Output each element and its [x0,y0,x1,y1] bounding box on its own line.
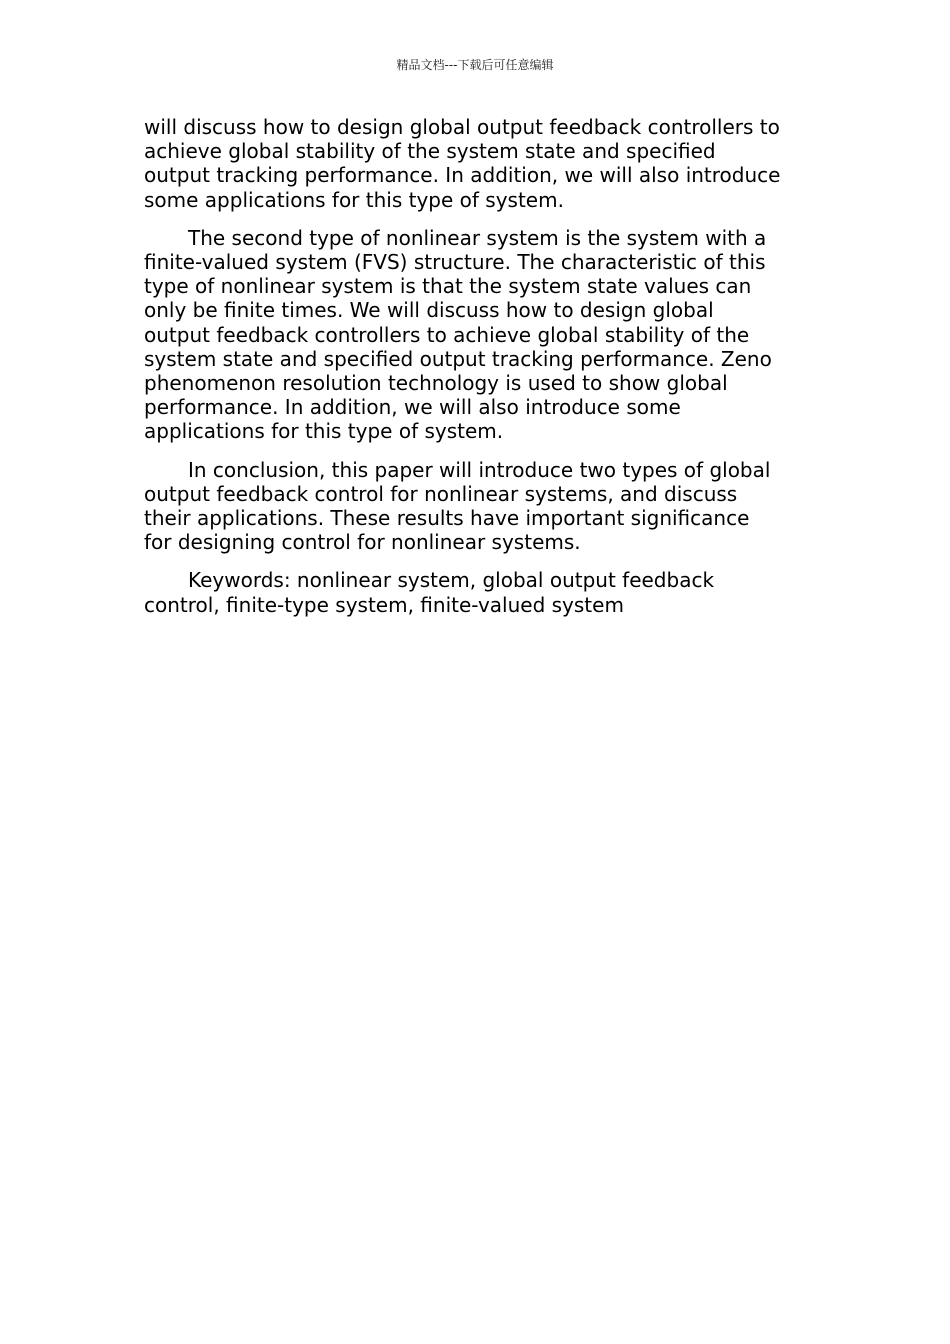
text-line: applications for this type of system. [144,419,504,444]
text-line: performance. In addition, we will also introduce some [144,395,681,420]
text-line: output feedback control for nonlinear systems, and discuss [144,481,738,506]
paragraph-conclusion [144,458,814,555]
page-header: 精品文档---下载后可任意编辑 [396,58,554,72]
paragraph-keywords [144,568,814,616]
text-line: output feedback controllers to achieve global stability of the [144,322,750,347]
text-line: type of nonlinear system is that the system state values can [144,274,752,299]
text-line: output tracking performance. In addition, we will also introduce [144,163,781,188]
paragraph-continuation [144,115,814,212]
text-line: some applications for this type of system. [144,187,564,212]
text-line: In conclusion, this paper will introduce two types of global [188,457,771,482]
text-line: for designing control for nonlinear systems. [144,530,581,555]
text-line: system state and specified output tracking performance. Zeno [144,346,772,371]
text-line: phenomenon resolution technology is used to show global [144,371,728,396]
text-line: The second type of nonlinear system is the system with a [188,225,767,250]
text-line: will discuss how to design global output feedback controllers to [144,115,780,139]
document-body [144,115,814,631]
text-line: achieve global stability of the system state and specified [144,139,716,164]
paragraph-second-type [144,226,814,444]
text-line: their applications. These results have important significance [144,506,750,531]
text-line: Keywords: nonlinear system, global output feedback [188,568,715,593]
text-line: finite-valued system (FVS) structure. The characteristic of this [144,250,766,275]
text-line: control, finite-type system, finite-valued system [144,592,624,617]
text-line: only be finite times. We will discuss how to design global [144,298,714,323]
